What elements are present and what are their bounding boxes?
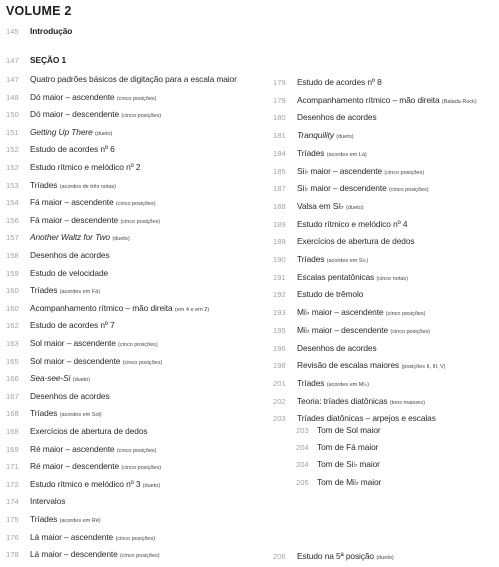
entry-title: Acompanhamento rítmico – mão direita [297,94,440,105]
page-number: 181 [273,131,286,141]
entry-title: Estudo rítmico e melódico nº 2 [30,162,141,172]
toc-entry[interactable] [273,250,368,268]
page-number: 163 [6,339,19,348]
entry-note: (acordes em Sol) [59,412,102,419]
page-number: 195 [273,325,286,335]
toc-entry[interactable] [273,303,425,321]
entry-note: (cinco posições) [116,447,157,454]
section-title: SEÇÃO 1 [30,55,67,65]
page-number: 171 [6,462,19,472]
entry-title: Acompanhamento rítmico – mão direita [30,302,173,313]
toc-subentry[interactable] [296,438,378,456]
page-number: 175 [6,515,19,524]
page-number: 189 [273,237,286,247]
toc-entry[interactable] [6,404,102,422]
toc-entry[interactable] [273,339,377,357]
toc-entry[interactable] [6,528,155,546]
entry-title: Tríades [297,254,325,264]
toc-entry[interactable] [6,369,90,387]
page-number: 190 [273,255,286,264]
entry-title: Dó maior – ascendente [30,91,115,102]
entry-note: (dueto) [346,204,364,211]
page-number: 193 [273,308,286,318]
entry-title: Fá maior – ascendente [30,197,114,208]
entry-note: (cinco posições) [384,169,425,176]
entry-note: (posições II, III, V) [401,364,446,371]
entry-note: (dueto) [94,130,113,137]
toc-entry[interactable] [6,176,116,194]
page-number: 203 [273,414,286,424]
entry-note: (tons maiores) [389,399,425,406]
page-number: 204 [296,443,309,453]
page-number: 152 [6,163,19,172]
page-number: 205 [296,477,309,487]
entry-title: Exercícios de abertura de dedos [297,236,415,247]
toc-entry[interactable] [6,492,65,510]
page-number: 166 [6,374,19,384]
entry-title: Exercícios de abertura de dedos [30,426,148,436]
entry-title: Introdução [30,26,73,36]
entry-title: Tom de Sol maior [317,425,381,435]
toc-entry[interactable] [6,281,100,299]
page-number: 157 [6,233,19,243]
entry-note: (acordes em Fá) [59,289,101,296]
entry-title: Desenhos de acordes [297,112,377,123]
entry-title: Intervalos [30,496,66,507]
entry-title: Tranquility [297,130,334,141]
entry-note: (cinco posições) [390,328,430,335]
page-number: 201 [273,378,286,388]
page-number: 189 [273,219,286,229]
page-number: 179 [273,95,286,105]
entry-title: Tríades [30,179,58,190]
toc-entry[interactable] [6,316,115,334]
entry-title: Si♭ maior – descendente [297,183,387,194]
toc-entry[interactable] [6,105,161,123]
entry-note: (em 4 e em 2) [174,306,210,313]
entry-title: Quatro padrões básicos de digitação para a escala maior [30,74,237,84]
toc-entry[interactable] [6,140,115,158]
entry-note: (cinco posições) [115,201,156,208]
entry-title: Revisão de escalas maiores [297,360,400,371]
page-number: 168 [6,409,19,419]
entry-note: (cinco notas) [376,275,408,282]
page-number: 206 [273,552,286,561]
toc-entry[interactable] [273,144,367,162]
page-number: 160 [6,303,19,313]
entry-title: Estudo de acordes nº 7 [30,320,115,331]
entry-note: (dueto) [336,134,354,141]
entry-title: Desenhos de acordes [297,342,377,353]
page-number: 198 [273,361,286,371]
entry-title: Estudo rítmico e melódico nº 3 [30,478,141,489]
page-number: 191 [273,272,286,282]
toc-entry[interactable] [273,268,408,286]
page-number: 192 [273,290,286,300]
toc-subentry[interactable] [296,421,381,439]
entry-title: Estudo de acordes nº 8 [297,77,382,87]
page-number: 202 [273,396,286,406]
toc-entry[interactable] [273,374,369,392]
entry-note: (cinco posições) [115,535,156,542]
entry-title: Estudo rítmico e melódico nº 4 [297,218,408,229]
entry-note: (Balada Rock) [441,98,477,105]
entry-title: Escalas pentatônicas [297,271,375,282]
toc-entry[interactable] [273,126,354,144]
entry-note: (cinco posições) [120,553,160,560]
entry-title: Sea-see-Si [30,373,71,384]
toc-entry[interactable] [6,422,147,440]
page-number: 185 [273,166,286,176]
entry-title: Tom de Fá maior [317,442,379,453]
page-number: 184 [273,148,286,158]
toc-entry[interactable] [273,547,394,565]
entry-title: Mi♭ maior – descendente [297,324,389,335]
page-number: 187 [273,184,286,194]
page-number: 156 [6,215,19,225]
entry-title: Tríades [30,514,58,524]
entry-note: (dueto) [112,236,130,243]
entry-title: Getting Up There [30,126,93,137]
entry-title: Estudo na 5ª posição [297,551,374,561]
toc-subentry[interactable] [296,455,380,473]
page-number: 147 [6,56,19,65]
entry-title: Valsa em Si♭ [297,200,344,211]
toc-entry[interactable] [6,193,156,211]
toc-entry[interactable] [6,299,209,317]
toc-entry[interactable] [6,334,158,352]
entry-title: Desenhos de acordes [30,250,110,260]
page-number: 176 [6,532,19,542]
toc-entry[interactable] [6,88,156,106]
page-number: 160 [6,286,19,296]
entry-title: Tom de Si♭ maior [317,459,380,470]
entry-note: (acordes em Lá) [326,151,367,158]
entry-title: Sol maior – descendente [30,355,121,366]
toc-subentry[interactable] [296,473,381,491]
page-number: 147 [6,75,19,84]
toc-entry[interactable] [273,215,407,233]
entry-note: (cinco posições) [385,311,426,318]
toc-entry[interactable] [6,457,161,475]
entry-note: (cinco posições) [121,113,162,120]
entry-note: (dueto) [72,377,91,384]
entry-note: (cinco posições) [116,95,157,102]
page-number: 204 [296,460,309,470]
page-number: 153 [6,180,19,190]
entry-title: Lá maior – descendente [30,549,118,560]
toc-entry[interactable] [6,158,140,176]
page-number: 172 [6,479,19,489]
entry-note: (acordes em Mi♭) [326,381,369,388]
toc-entry[interactable] [273,321,430,339]
toc-entry[interactable] [6,70,237,88]
page-number: 179 [273,78,286,87]
intro-entry[interactable] [6,22,72,40]
toc-entry[interactable] [6,246,110,264]
toc-entry[interactable] [6,123,112,141]
toc-entry[interactable] [6,440,156,458]
entry-title: Tríades [30,285,58,296]
entry-note: (cinco posições) [118,342,158,348]
entry-note: (cinco posições) [122,359,163,366]
page-number: 154 [6,198,19,208]
entry-note: (dueto) [142,482,161,489]
page-number: 167 [6,391,19,401]
entry-title: Ré maior – descendente [30,461,120,472]
page-number: 188 [273,201,286,211]
entry-title: Tríades [30,408,58,419]
page-number: 150 [6,110,19,120]
entry-note: (acordes em Ré) [59,518,101,524]
toc-entry[interactable] [6,475,160,493]
page-number: 203 [296,426,309,435]
toc-entry[interactable] [273,91,477,109]
page-number: 162 [6,321,19,331]
page-number: 159 [6,268,19,278]
entry-note: (dueto) [376,555,394,561]
toc-entry[interactable] [6,510,101,528]
toc-entry[interactable] [6,264,108,282]
entry-title: Desenhos de acordes [30,390,110,401]
entry-title: Another Waltz for Two [30,232,110,243]
entry-title: Dó maior – descendente [30,109,120,120]
entry-title: Estudo de trêmolo [297,289,364,300]
toc-entry[interactable] [273,285,363,303]
entry-title: Teoria: tríades diatônicas [297,395,388,406]
entry-title: Mi♭ maior – ascendente [297,307,384,318]
page-number: 174 [6,497,19,507]
page-number: 152 [6,145,19,155]
volume-title: VOLUME 2 [6,4,72,18]
page-number: 168 [6,427,19,436]
entry-note: (acordes em Si♭) [326,258,369,264]
page-number: 178 [6,550,19,560]
toc-entry[interactable] [273,162,424,180]
entry-note: (acordes de três notas) [59,183,117,190]
page-number: 196 [273,343,286,353]
page-number: 145 [6,27,19,36]
toc-entry[interactable] [6,387,110,405]
page-number: 180 [273,113,286,123]
page-number: 148 [6,92,19,102]
toc-entry[interactable] [6,211,160,229]
toc-entry[interactable] [273,197,364,215]
entry-note: (cinco posições) [120,218,161,225]
page-number: 165 [6,356,19,366]
page-number: 169 [6,444,19,454]
entry-title: Tríades [297,147,325,158]
entry-title: Estudo de acordes nº 6 [30,144,115,155]
section-heading[interactable] [6,51,66,69]
entry-title: Ré maior – ascendente [30,443,115,454]
entry-title: Lá maior – ascendente [30,531,114,542]
toc-entry[interactable] [273,232,414,250]
entry-title: Tom de Mi♭ maior [317,476,382,487]
toc-entry[interactable] [273,356,446,374]
entry-title: Tríades [297,377,325,388]
page-number: 151 [6,127,19,137]
toc-entry[interactable] [273,108,377,126]
entry-title: Sol maior – ascendente [30,338,116,348]
toc-entry[interactable] [6,545,160,563]
toc-entry[interactable] [273,179,429,197]
toc-entry[interactable] [6,352,162,370]
toc-entry[interactable] [6,228,130,246]
entry-title: Tríades diatônicas – arpejos e escalas [297,413,436,424]
entry-note: (cinco posições) [121,465,162,472]
entry-title: Si♭ maior – ascendente [297,165,383,176]
toc-entry[interactable] [273,392,425,410]
page-number: 158 [6,251,19,260]
entry-title: Fá maior – descendente [30,214,119,225]
toc-entry[interactable] [273,73,382,91]
entry-note: (cinco posições) [388,187,429,194]
entry-title: Estudo de velocidade [30,267,109,278]
